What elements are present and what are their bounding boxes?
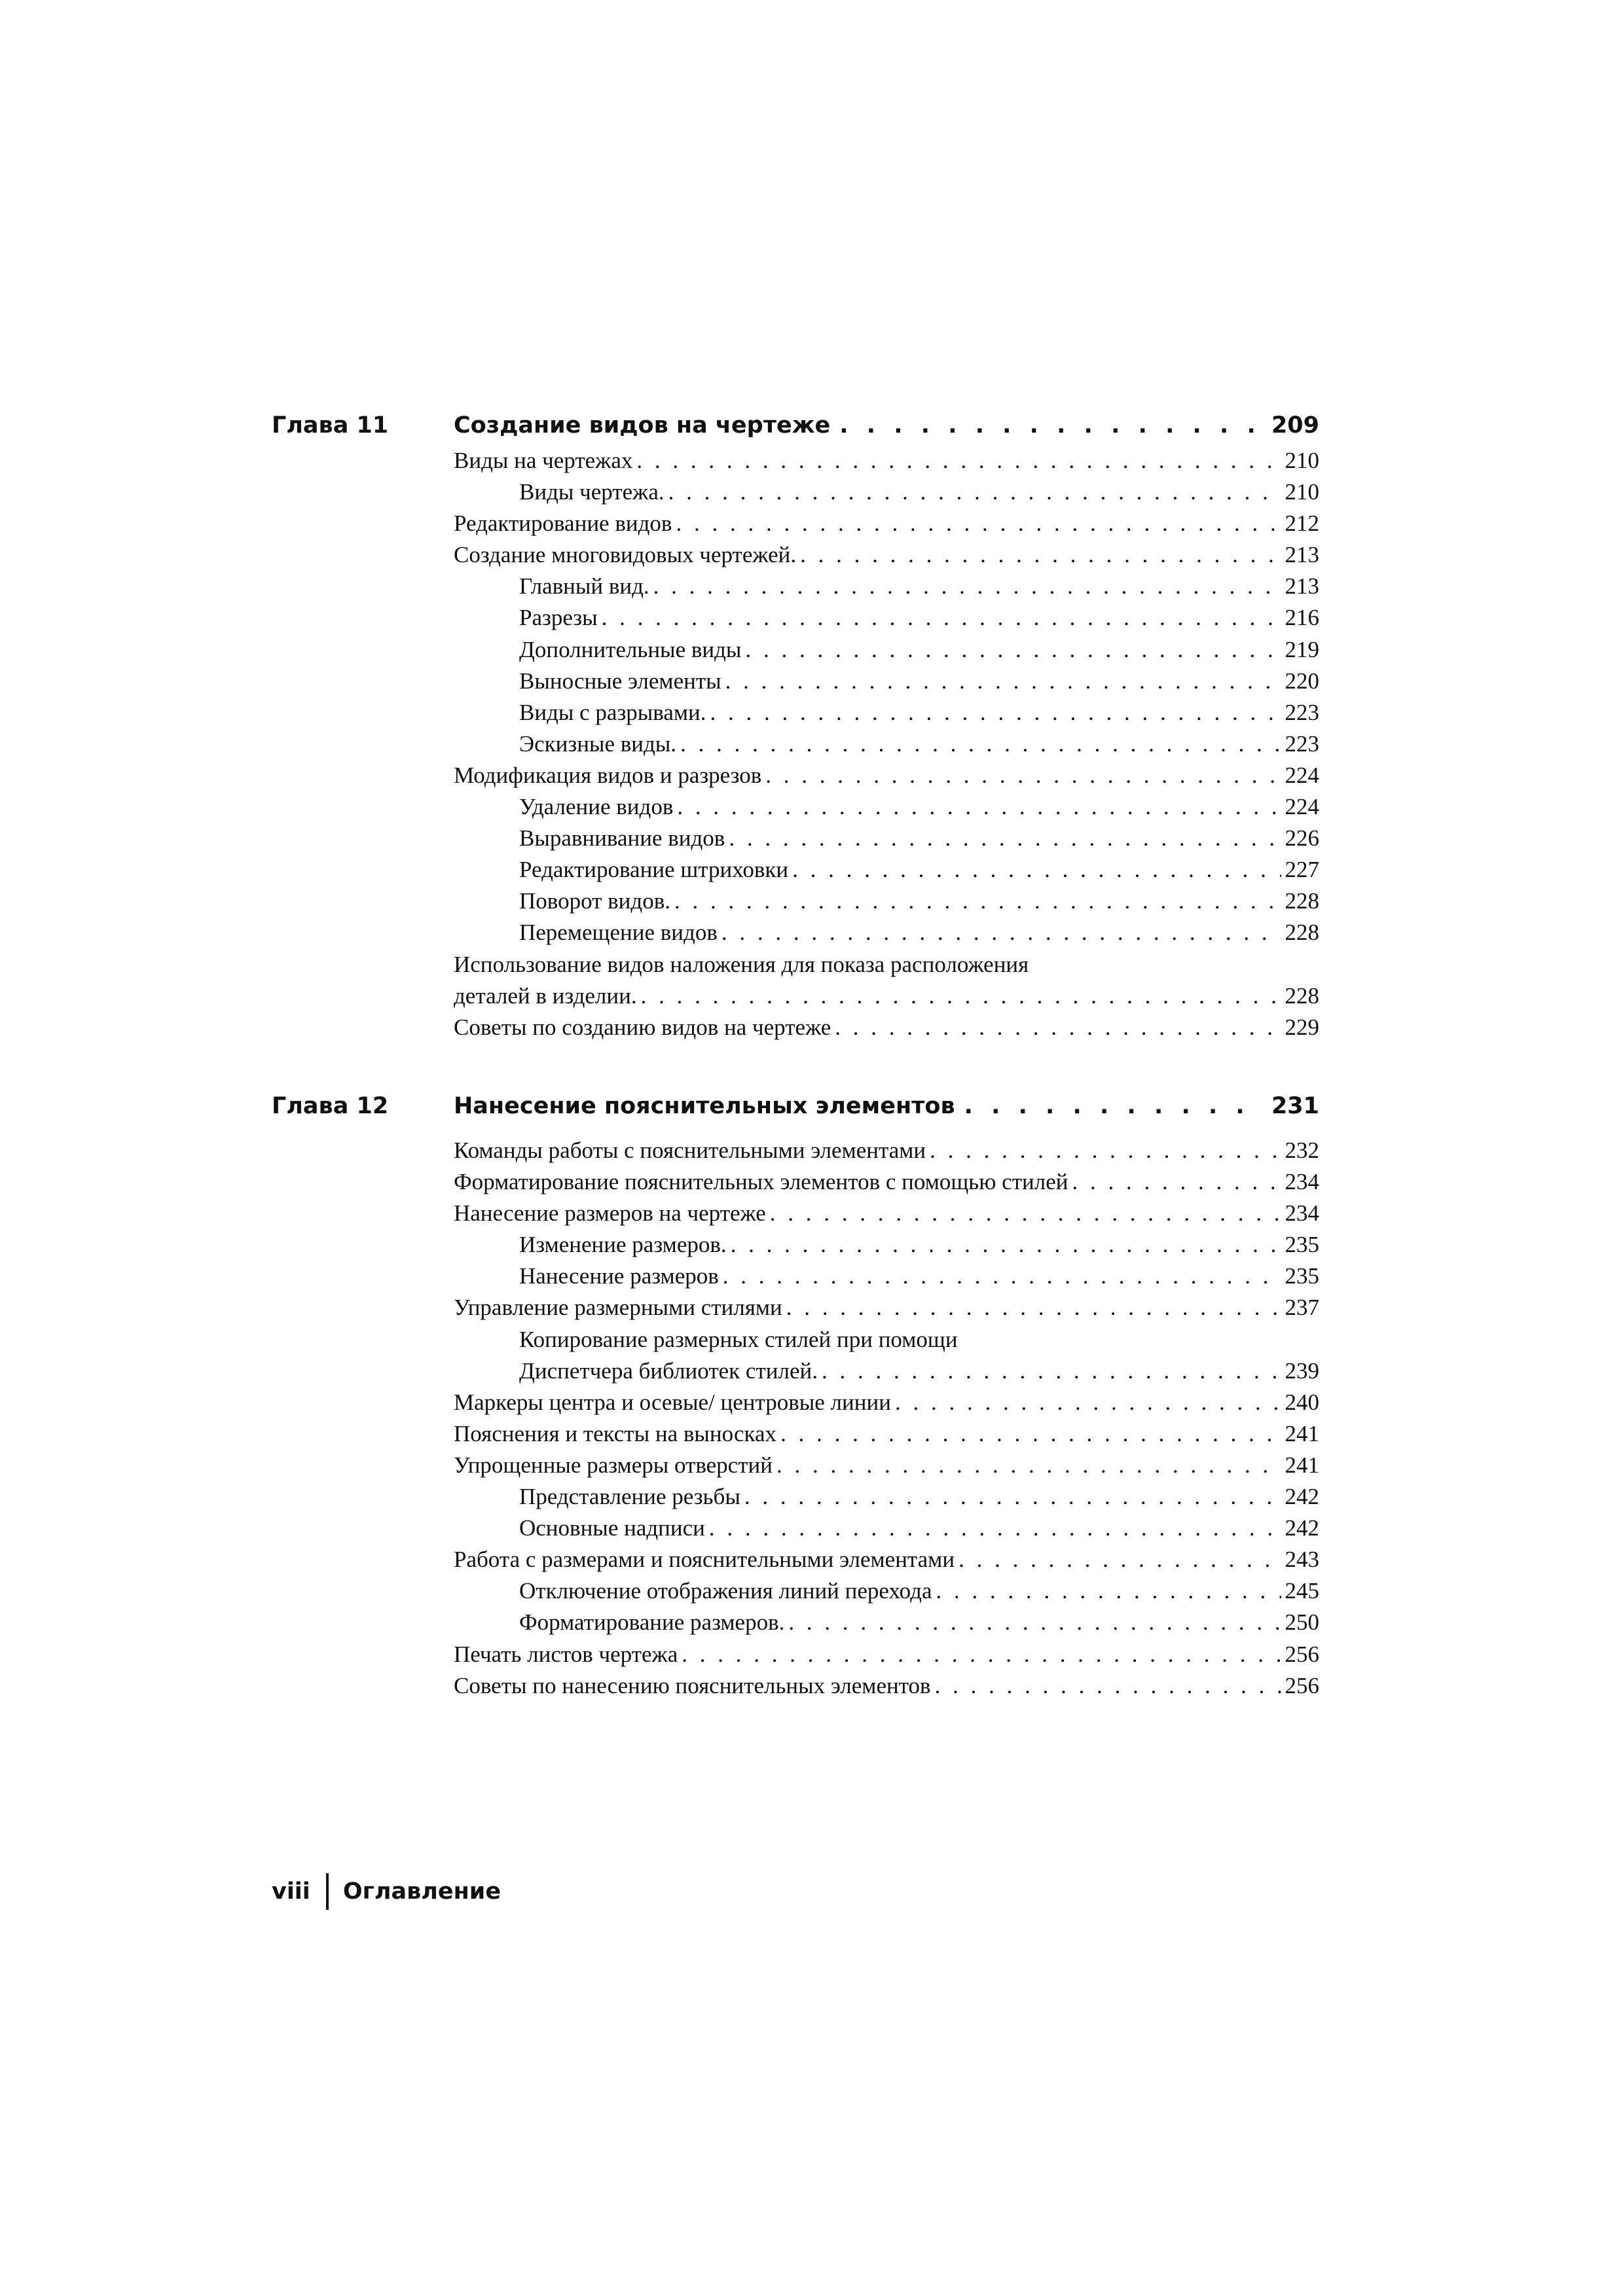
chapter-12: [272, 1088, 1319, 1702]
chapter-title-row[interactable]: [454, 1088, 1319, 1124]
toc-entry[interactable]: [454, 1292, 1319, 1323]
dot-leader: [602, 602, 1281, 634]
toc-entry[interactable]: [454, 666, 1319, 697]
toc-entry[interactable]: [454, 1575, 1319, 1607]
dot-leader: [780, 1418, 1281, 1450]
entry-page: 220: [1285, 668, 1319, 694]
page-footer: [272, 1872, 501, 1911]
dot-leader: [895, 1387, 1281, 1418]
toc-entry[interactable]: [454, 1387, 1319, 1418]
dot-leader: [930, 1135, 1281, 1166]
dot-leader: [680, 728, 1281, 760]
running-footer-title: Оглавление: [342, 1878, 501, 1905]
toc-entry[interactable]: [454, 1229, 1319, 1261]
entry-title: Нанесение размеров на чертеже: [454, 1200, 766, 1227]
toc-entry-first-line[interactable]: [454, 1324, 1319, 1355]
toc-entry[interactable]: [454, 791, 1319, 823]
dot-leader: [677, 791, 1281, 823]
page-folio: viii: [272, 1878, 310, 1905]
entry-page: 256: [1285, 1672, 1319, 1698]
toc-entry-first-line[interactable]: [454, 949, 1319, 980]
entry-page: 213: [1285, 573, 1319, 600]
toc-entry[interactable]: [454, 980, 1319, 1012]
entry-title: Поворот видов.: [519, 888, 670, 914]
entry-page: 245: [1285, 1578, 1319, 1604]
toc-entry[interactable]: [454, 1135, 1319, 1166]
entry-title: Печать листов чертежа: [454, 1641, 678, 1667]
entry-title: Модификация видов и разрезов: [454, 762, 762, 788]
dot-leader: [765, 760, 1281, 791]
dot-leader: [721, 917, 1281, 948]
entry-title: Советы по нанесению пояснительных элементов: [454, 1672, 931, 1698]
chapter-11: [272, 407, 1319, 1043]
entry-page: 227: [1285, 857, 1319, 883]
toc-entry[interactable]: [454, 917, 1319, 948]
entry-page: 223: [1285, 699, 1319, 725]
dot-leader: [744, 1481, 1281, 1513]
entry-page: 219: [1285, 636, 1319, 662]
toc-entry[interactable]: [454, 445, 1319, 476]
entry-title: Использование видов наложения для показа расположения: [454, 951, 1029, 977]
entry-page: 239: [1285, 1357, 1319, 1384]
toc-entry[interactable]: [454, 697, 1319, 728]
toc-entry[interactable]: [454, 1418, 1319, 1450]
toc-entry[interactable]: [454, 571, 1319, 602]
toc-entry[interactable]: [454, 539, 1319, 571]
entry-title: Редактирование видов: [454, 511, 672, 537]
entry-title: Виды на чертежах: [454, 448, 633, 473]
chapter-page: 209: [1271, 412, 1319, 439]
entry-title: Создание многовидовых чертежей.: [454, 542, 797, 568]
dot-leader: [710, 697, 1281, 728]
dot-leader: [786, 1292, 1281, 1323]
dot-leader: [788, 1607, 1281, 1638]
entry-page: 234: [1285, 1200, 1319, 1227]
entry-title: Выносные элементы: [519, 668, 721, 694]
dot-leader: [776, 1450, 1281, 1481]
toc-entry[interactable]: [454, 1481, 1319, 1513]
dot-leader: [935, 1670, 1281, 1702]
entry-page: 241: [1285, 1420, 1319, 1446]
toc-entry[interactable]: [454, 508, 1319, 539]
entry-title: Главный вид.: [519, 573, 649, 600]
entry-page: 241: [1285, 1452, 1319, 1478]
dot-leader: [641, 980, 1281, 1012]
entry-title: Виды чертежа.: [519, 479, 665, 505]
dot-leader: [682, 1639, 1281, 1670]
entry-title: Упрощенные размеры отверстий: [454, 1452, 773, 1478]
entry-title: Форматирование пояснительных элементов с помощью стилей: [454, 1169, 1068, 1195]
dot-leader: [709, 1513, 1281, 1544]
entry-page: 229: [1285, 1014, 1319, 1040]
entry-page: 228: [1285, 982, 1319, 1009]
dot-leader: [936, 1575, 1281, 1607]
entry-title: Нанесение размеров: [519, 1263, 719, 1289]
chapter-title: Нанесение пояснительных элементов: [454, 1093, 955, 1119]
entry-title: Изменение размеров.: [519, 1232, 727, 1258]
entry-title: Основные надписи: [519, 1515, 705, 1541]
chapter-12-entries: [454, 1135, 1319, 1702]
entry-title: Дополнительные виды: [519, 636, 742, 662]
chapter-label: Глава 11: [272, 412, 389, 439]
entry-title: Пояснения и тексты на выносках: [454, 1420, 777, 1446]
entry-page: 242: [1285, 1484, 1319, 1510]
toc-entry[interactable]: [454, 1166, 1319, 1198]
entry-title: Выравнивание видов: [519, 825, 725, 852]
toc-entry[interactable]: [454, 634, 1319, 666]
dot-leader: [800, 539, 1281, 571]
entry-page: 232: [1285, 1138, 1319, 1163]
dot-leader: [723, 1261, 1281, 1292]
entry-title: Маркеры центра и осевые/ центровые линии: [454, 1389, 891, 1415]
entry-page: 226: [1285, 825, 1319, 852]
toc-entry[interactable]: [454, 1670, 1319, 1702]
entry-title: Работа с размерами и пояснительными элементами: [454, 1547, 955, 1573]
toc-entry[interactable]: [454, 1198, 1319, 1229]
toc-entry[interactable]: [454, 476, 1319, 508]
chapter-title-row[interactable]: [454, 407, 1319, 444]
entry-page: 237: [1285, 1295, 1319, 1321]
entry-page: 235: [1285, 1263, 1319, 1289]
dot-leader: [653, 571, 1281, 602]
chapter-page: 231: [1271, 1093, 1319, 1119]
dot-leader: [676, 508, 1281, 539]
dot-leader: [731, 1229, 1281, 1261]
entry-page: 210: [1285, 479, 1319, 505]
toc-entry[interactable]: [454, 1261, 1319, 1292]
entry-title: Редактирование штриховки: [519, 857, 789, 883]
entry-page: 242: [1285, 1515, 1319, 1541]
toc-entry[interactable]: [454, 1012, 1319, 1043]
chapter-11-entries: [454, 445, 1319, 1043]
entry-page: 256: [1285, 1641, 1319, 1667]
toc-entry[interactable]: [454, 1355, 1319, 1387]
toc-entry[interactable]: [454, 760, 1319, 791]
dot-leader: [770, 1198, 1281, 1229]
toc-entry[interactable]: [454, 823, 1319, 854]
dot-leader: [668, 476, 1281, 508]
entry-title: Виды с разрывами.: [519, 699, 706, 725]
entry-page: 243: [1285, 1547, 1319, 1573]
entry-title: Представление резьбы: [519, 1484, 740, 1510]
entry-page: 250: [1285, 1609, 1319, 1636]
chapter-heading: [272, 407, 1319, 444]
dot-leader: [745, 634, 1281, 666]
dot-leader: [964, 1088, 1262, 1124]
toc-entry[interactable]: [454, 602, 1319, 634]
entry-title: Форматирование размеров.: [519, 1609, 785, 1636]
footer-divider: [326, 1873, 329, 1910]
entry-page: 210: [1285, 448, 1319, 473]
entry-title: Команды работы с пояснительными элементами: [454, 1138, 926, 1163]
dot-leader: [822, 1355, 1281, 1387]
entry-title: Разрезы: [519, 605, 598, 631]
dot-leader: [958, 1544, 1281, 1575]
dot-leader: [636, 445, 1281, 476]
entry-title-continued: Диспетчера библиотек стилей.: [519, 1357, 818, 1384]
entry-page: 240: [1285, 1389, 1319, 1415]
entry-page: 213: [1285, 542, 1319, 568]
entry-page: 228: [1285, 920, 1319, 946]
entry-title: Отключение отображения линий перехода: [519, 1578, 932, 1604]
dot-leader: [1072, 1166, 1281, 1198]
entry-page: 212: [1285, 511, 1319, 537]
toc-entry[interactable]: [454, 1450, 1319, 1481]
toc-entry[interactable]: [454, 886, 1319, 917]
entry-page: 228: [1285, 888, 1319, 914]
dot-leader: [725, 666, 1281, 697]
entry-title: Советы по созданию видов на чертеже: [454, 1014, 831, 1040]
entry-page: 224: [1285, 762, 1319, 788]
entry-title: Удаление видов: [519, 794, 674, 820]
entry-title: Копирование размерных стилей при помощи: [519, 1326, 958, 1352]
toc-entry[interactable]: [454, 854, 1319, 886]
entry-title-continued: деталей в изделии.: [454, 982, 637, 1009]
chapter-label: Глава 12: [272, 1093, 389, 1119]
entry-title: Перемещение видов: [519, 920, 718, 946]
toc-entry[interactable]: [454, 1513, 1319, 1544]
dot-leader: [792, 854, 1281, 886]
entry-title: Управление размерными стилями: [454, 1295, 782, 1321]
toc-entry[interactable]: [454, 728, 1319, 760]
entry-page: 234: [1285, 1169, 1319, 1195]
dot-leader: [835, 1012, 1281, 1043]
entry-page: 223: [1285, 730, 1319, 757]
entry-title: Эскизные виды.: [519, 730, 677, 757]
toc-entry[interactable]: [454, 1544, 1319, 1575]
entry-page: 216: [1285, 605, 1319, 631]
dot-leader: [839, 407, 1262, 444]
chapter-title: Создание видов на чертеже: [454, 412, 831, 439]
entry-page: 235: [1285, 1232, 1319, 1258]
chapter-heading: [272, 1088, 1319, 1124]
dot-leader: [674, 886, 1281, 917]
toc-entry[interactable]: [454, 1607, 1319, 1638]
toc-entry[interactable]: [454, 1639, 1319, 1670]
dot-leader: [729, 823, 1281, 854]
entry-page: 224: [1285, 794, 1319, 820]
